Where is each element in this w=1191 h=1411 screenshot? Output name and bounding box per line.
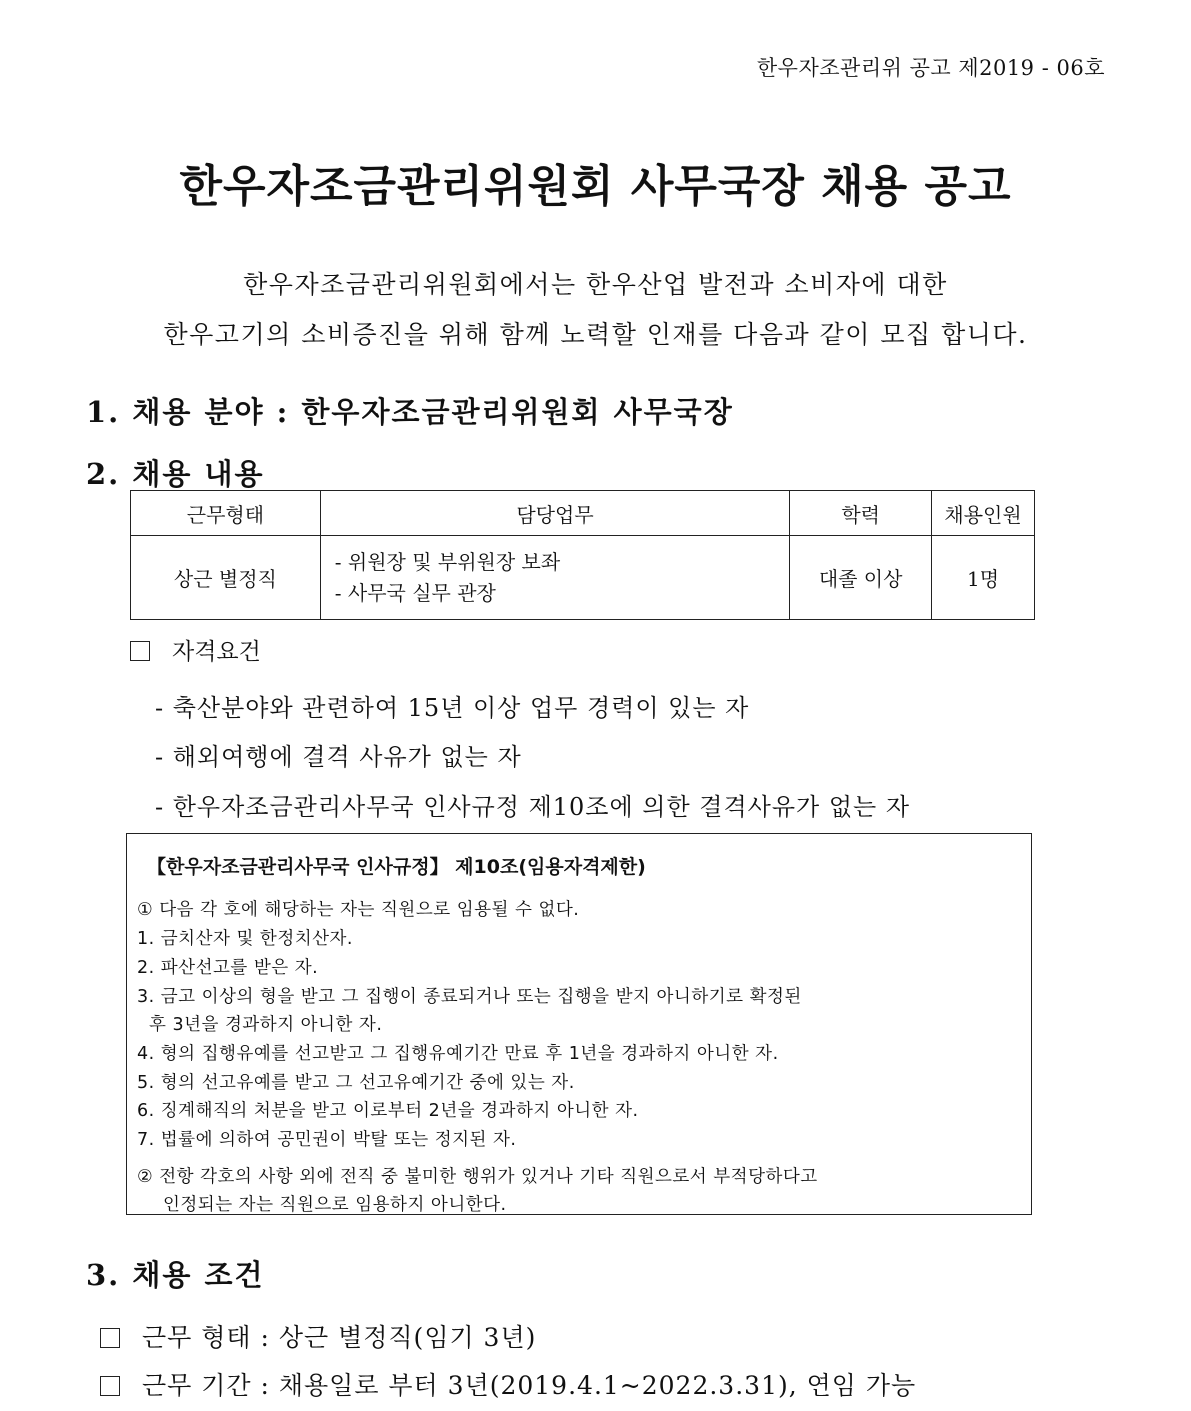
- header-cell: 담당업무: [320, 491, 789, 536]
- regulation-line: 6. 징계해직의 처분을 받고 이로부터 2년을 경과하지 아니한 자.: [137, 1101, 639, 1121]
- job-table: [130, 490, 1035, 620]
- regulation-line: ① 다음 각 호에 해당하는 자는 직원으로 임용될 수 없다.: [137, 900, 580, 920]
- regulation-line: 2. 파산선고를 받은 자.: [137, 958, 319, 978]
- regulation-line: 1. 금치산자 및 한정치산자.: [137, 929, 353, 949]
- checkbox-square-icon: [100, 1376, 120, 1396]
- regulation-line: 7. 법률에 의하여 공민권이 박탈 또는 정지된 자.: [137, 1130, 517, 1150]
- condition-text: 근무 형태 : 상근 별정직(임기 3년): [142, 1323, 537, 1352]
- duty-item: - 위원장 및 부위원장 보좌: [334, 549, 561, 574]
- condition-text: 근무 기간 : 채용일로 부터 3년(2019.4.1~2022.3.31), 연임 가능: [142, 1371, 917, 1400]
- condition-item: [100, 1366, 916, 1402]
- qualification-item: - 한우자조금관리사무국 인사규정 제10조에 의한 결격사유가 없는 자: [155, 793, 911, 821]
- duty-item: - 사무국 실무 관장: [334, 580, 496, 605]
- regulation-line: 5. 형의 선고유예를 받고 그 선고유예기간 중에 있는 자.: [137, 1073, 575, 1093]
- education-cell: 대졸 이상: [790, 536, 932, 620]
- condition-item: [100, 1318, 536, 1354]
- header-cell: 학력: [790, 491, 932, 536]
- qualifications-title-text: 자격요건: [172, 639, 261, 665]
- regulation-line: 3. 금고 이상의 형을 받고 그 집행이 종료되거나 또는 집행을 받지 아니하기로 확정된: [137, 987, 802, 1007]
- duties-cell: [320, 536, 789, 620]
- notice-number: 한우자조관리위 공고 제2019 - 06호: [756, 56, 1105, 80]
- regulation-line: 후 3년을 경과하지 아니한 자.: [149, 1015, 383, 1035]
- section-2-heading: 2. 채용 내용: [86, 457, 265, 491]
- qualification-item: - 해외여행에 결격 사유가 없는 자: [155, 743, 522, 771]
- regulation-box: [126, 833, 1032, 1215]
- regulation-line: 4. 형의 집행유예를 선고받고 그 집행유예기간 만료 후 1년을 경과하지 아니한 자.: [137, 1044, 779, 1064]
- intro-line-2: 한우고기의 소비증진을 위해 함께 노력할 인재를 다음과 같이 모집 합니다.: [163, 320, 1028, 349]
- employment-type-cell: 상근 별정직: [131, 536, 321, 620]
- regulation-heading: 【한우자조금관리사무국 인사규정】 제10조(임용자격제한): [147, 856, 646, 878]
- job-table-header-row: [131, 491, 1035, 536]
- page-title: 한우자조금관리위원회 사무국장 채용 공고: [179, 161, 1012, 212]
- headcount-cell: 1명: [932, 536, 1035, 620]
- checkbox-square-icon: [130, 641, 150, 661]
- header-cell: 채용인원: [932, 491, 1035, 536]
- checkbox-square-icon: [100, 1328, 120, 1348]
- section-1-heading: 1. 채용 분야 : 한우자조금관리위원회 사무국장: [86, 395, 734, 429]
- regulation-line: ② 전항 각호의 사항 외에 전직 중 불미한 행위가 있거나 기타 직원으로서 부적당하다고: [137, 1167, 818, 1187]
- qualification-item: - 축산분야와 관련하여 15년 이상 업무 경력이 있는 자: [155, 694, 750, 722]
- intro-line-1: 한우자조금관리위원회에서는 한우산업 발전과 소비자에 대한: [243, 270, 948, 299]
- job-table-row: [131, 536, 1035, 620]
- header-cell: 근무형태: [131, 491, 321, 536]
- regulation-line: 인정되는 자는 직원으로 임용하지 아니한다.: [163, 1195, 507, 1215]
- section-3-heading: 3. 채용 조건: [86, 1258, 265, 1292]
- qualifications-title: [130, 633, 261, 666]
